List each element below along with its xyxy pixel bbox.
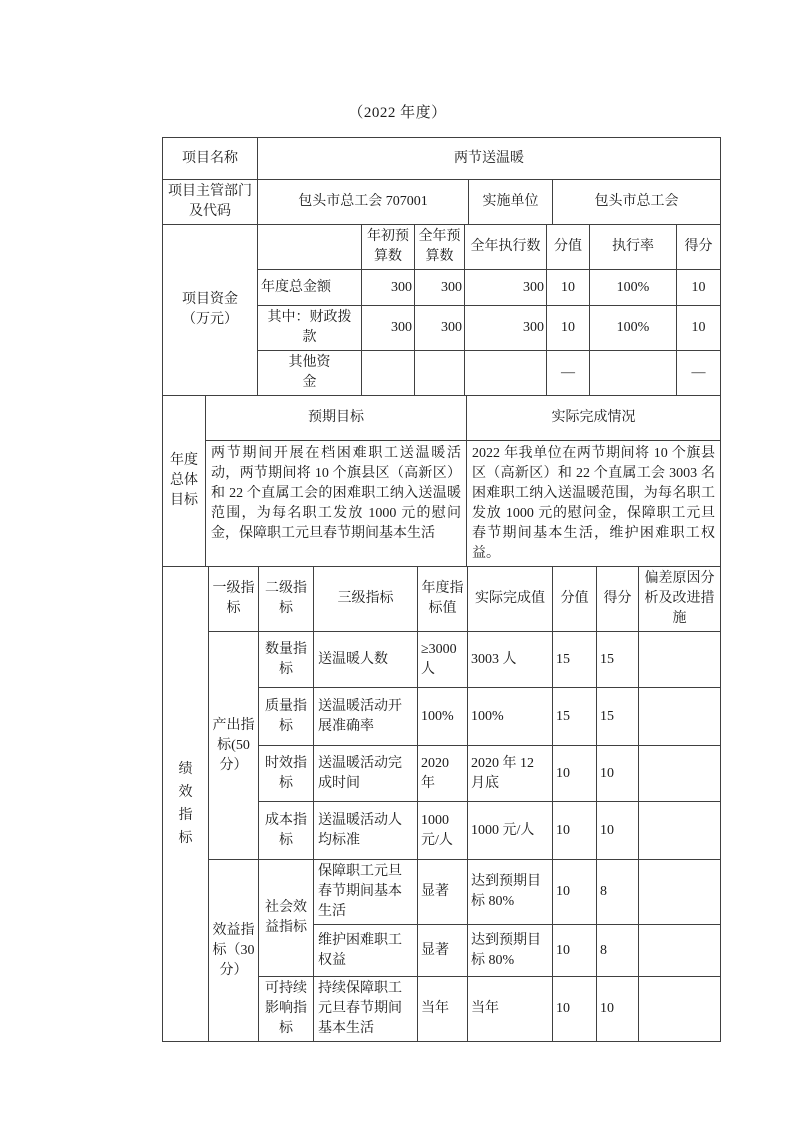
score-value: 10 — [553, 860, 597, 925]
target-value: 1000 元/人 — [418, 802, 468, 860]
actual-value: 3003 人 — [468, 632, 553, 688]
score-value: 10 — [553, 746, 597, 802]
annual-goal-table — [162, 395, 721, 567]
level2-indicator: 社会效益指标 — [259, 860, 314, 977]
expected-goal-text: 两节期间开展在档困难职工送温暖活动，两节期间将 10 个旗县区（高新区）和 22 个直属工会的困难职工纳入送温暖范围，为每名职工发放 1000 元的慰问金，保障职工元旦春节期间基本生活 — [206, 441, 467, 567]
funding-col-header: 执行率 — [590, 225, 677, 270]
funding-col-header: 全年执行数 — [465, 225, 547, 270]
annual-goal-label: 年度总体目标 — [163, 396, 206, 567]
level2-indicator: 可持续影响指标 — [259, 977, 314, 1042]
deviation-cell — [639, 746, 721, 802]
annual-budget-value: 300 — [415, 270, 465, 306]
evaluation-table — [162, 137, 720, 1042]
unit-value: 包头市总工会 — [553, 180, 721, 225]
actual-value: 1000 元/人 — [468, 802, 553, 860]
indicator-col-header: 分值 — [553, 567, 597, 632]
deviation-cell — [639, 925, 721, 977]
score: 10 — [597, 746, 639, 802]
indicator-col-header: 三级指标 — [314, 567, 418, 632]
score-value: 10 — [547, 306, 590, 351]
score: 10 — [677, 270, 721, 306]
actual-value: 100% — [468, 688, 553, 746]
level3-indicator: 维护困难职工权益 — [314, 925, 418, 977]
funding-col-header: 全年预算数 — [415, 225, 465, 270]
target-value: 显著 — [418, 925, 468, 977]
target-value: ≥3000 人 — [418, 632, 468, 688]
score-value: 10 — [553, 802, 597, 860]
level2-indicator: 时效指标 — [259, 746, 314, 802]
doc-title: （2022 年度） — [348, 105, 447, 121]
annual-budget-value — [415, 351, 465, 396]
indicator-col-header: 偏差原因分析及改进措施 — [639, 567, 721, 632]
executed-value: 300 — [465, 270, 547, 306]
level3-indicator: 送温暖活动开展准确率 — [314, 688, 418, 746]
score: 10 — [677, 306, 721, 351]
funding-row-name: 其中：财政拨款 — [258, 306, 362, 351]
actual-result-text: 2022 年我单位在两节期间将 10 个旗县区（高新区）和 22 个直属工会 3003 名困难职工纳入送温暖范围，为每名职工发放 1000 元的慰问金，保障职工元旦春节期间基本生活，维护困难职工权益。 — [467, 441, 721, 567]
deviation-cell — [639, 688, 721, 746]
level1-indicator: 效益指标（30分） — [209, 860, 259, 1042]
score-value: 10 — [547, 270, 590, 306]
executed-value — [465, 351, 547, 396]
indicators-table — [162, 566, 721, 1042]
score: 15 — [597, 632, 639, 688]
funding-col-header: 年初预算数 — [362, 225, 415, 270]
level1-indicator: 产出指标(50分） — [209, 632, 259, 860]
execution-rate: 100% — [590, 306, 677, 351]
indicator-col-header: 一级指标 — [209, 567, 259, 632]
deviation-cell — [639, 802, 721, 860]
score-value: 15 — [553, 632, 597, 688]
actual-result-header: 实际完成情况 — [467, 396, 721, 441]
executed-value: 300 — [465, 306, 547, 351]
unit-label: 实施单位 — [469, 180, 553, 225]
level3-indicator: 送温暖活动人均标准 — [314, 802, 418, 860]
score: 15 — [597, 688, 639, 746]
score: 8 — [597, 925, 639, 977]
target-value: 当年 — [418, 977, 468, 1042]
funding-row-name: 年度总金额 — [258, 270, 362, 306]
score: 10 — [597, 977, 639, 1042]
funding-empty-cell — [258, 225, 362, 270]
actual-value: 当年 — [468, 977, 553, 1042]
execution-rate — [590, 351, 677, 396]
indicators-section-label: 绩效指标 — [163, 567, 209, 1042]
funding-table — [162, 224, 721, 396]
annual-budget-value: 300 — [415, 306, 465, 351]
score-value: 10 — [553, 925, 597, 977]
score: 8 — [597, 860, 639, 925]
dept-label: 项目主管部门及代码 — [163, 180, 258, 225]
funding-col-header: 得分 — [677, 225, 721, 270]
expected-goal-header: 预期目标 — [206, 396, 467, 441]
initial-budget-value — [362, 351, 415, 396]
deviation-cell — [639, 860, 721, 925]
indicator-col-header: 年度指标值 — [418, 567, 468, 632]
level3-indicator: 持续保障职工元旦春节期间基本生活 — [314, 977, 418, 1042]
indicator-col-header: 得分 — [597, 567, 639, 632]
score-value: — — [547, 351, 590, 396]
score-value: 15 — [553, 688, 597, 746]
indicator-row — [163, 632, 721, 688]
indicator-col-header: 实际完成值 — [468, 567, 553, 632]
actual-value: 达到预期目标 80% — [468, 925, 553, 977]
funding-col-header: 分值 — [547, 225, 590, 270]
initial-budget-value: 300 — [362, 270, 415, 306]
execution-rate: 100% — [590, 270, 677, 306]
funding-section-label: 项目资金（万元） — [163, 225, 258, 396]
project-header-table — [162, 137, 721, 225]
score: 10 — [597, 802, 639, 860]
score-value: 10 — [553, 977, 597, 1042]
dept-value: 包头市总工会 707001 — [258, 180, 469, 225]
project-name-label: 项目名称 — [163, 138, 258, 180]
target-value: 100% — [418, 688, 468, 746]
level3-indicator: 保障职工元旦春节期间基本生活 — [314, 860, 418, 925]
level2-indicator: 质量指标 — [259, 688, 314, 746]
target-value: 显著 — [418, 860, 468, 925]
level2-indicator: 成本指标 — [259, 802, 314, 860]
funding-row-name: 其他资金 — [258, 351, 362, 396]
score: — — [677, 351, 721, 396]
actual-value: 2020 年 12 月底 — [468, 746, 553, 802]
level2-indicator: 数量指标 — [259, 632, 314, 688]
level3-indicator: 送温暖人数 — [314, 632, 418, 688]
deviation-cell — [639, 632, 721, 688]
deviation-cell — [639, 977, 721, 1042]
target-value: 2020 年 — [418, 746, 468, 802]
level3-indicator: 送温暖活动完成时间 — [314, 746, 418, 802]
actual-value: 达到预期目标 80% — [468, 860, 553, 925]
project-name-value: 两节送温暖 — [258, 138, 721, 180]
indicator-col-header: 二级指标 — [259, 567, 314, 632]
indicator-row — [163, 860, 721, 925]
initial-budget-value: 300 — [362, 306, 415, 351]
